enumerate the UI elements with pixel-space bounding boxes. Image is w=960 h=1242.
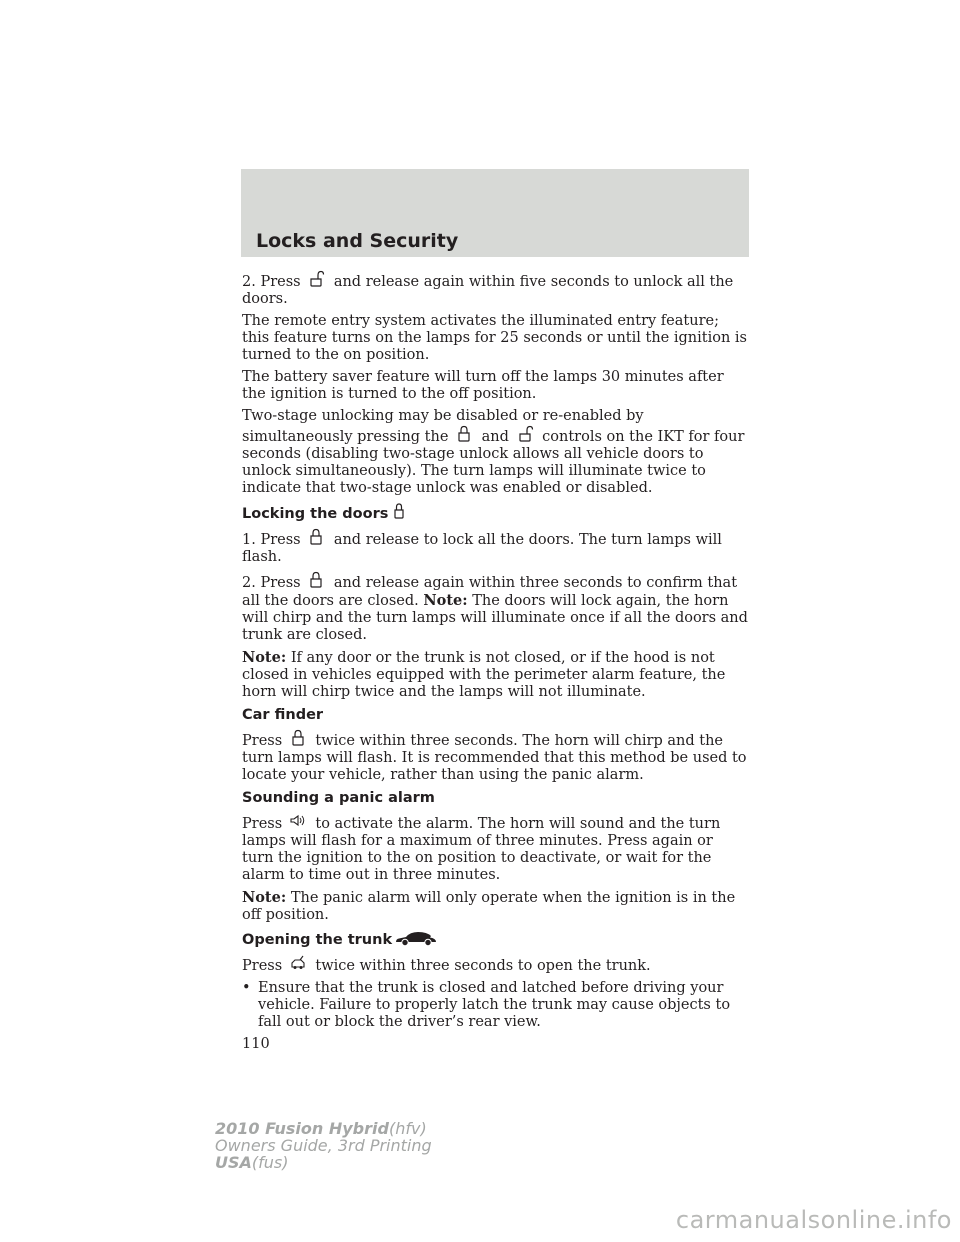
heading-panic-alarm: Sounding a panic alarm [242,790,435,806]
text-fragment: controls on the IKT for four seconds (disabling two-stage unlock allows all vehicle doors to unlock simultaneously). The turn lamps will illuminate twice to indicate that two-stage unlock was enabled or disabled. [242,429,745,496]
text-fragment: Ensure that the trunk is closed and latched before driving your vehicle. Failure to properly latch the trunk may cause objects to fall out or block the driver’s rear view. [258,980,731,1030]
unlock-icon [307,270,325,288]
lock-icon [455,425,473,443]
text-fragment: 1. Press [242,532,301,548]
paragraph-car-finder [242,729,748,784]
text-fragment: The panic alarm will only operate when the ignition is in the off position. [242,890,736,923]
watermark: carmanualsonline.info [675,1206,952,1234]
text-fragment: twice within three seconds to open the trunk. [315,958,651,974]
bullet-trunk-latch [242,980,748,1031]
car-trunk-icon [394,929,438,947]
footer-model-code: (hfv) [388,1119,427,1138]
heading-car-finder: Car finder [242,707,324,723]
page-content [242,270,748,1058]
note-label: Note: [423,592,468,609]
panic-horn-icon [289,812,307,830]
text-fragment: and release again within five seconds to unlock all the doors. [242,274,734,307]
paragraph-illuminated-entry: The remote entry system activates the illuminated entry feature; this feature turns on the lamps for 25 seconds or until the ignition is turned to the on position. [242,313,747,363]
section-title: Locks and Security [256,230,459,252]
lock-icon [390,502,408,520]
text-fragment: Two-stage unlocking may be disabled or re-enabled by simultaneously pressing the [242,408,644,445]
heading-text: Opening the trunk [242,932,393,948]
paragraph-lock-step2 [242,571,748,644]
paragraph-two-stage [242,408,748,497]
paragraph-lock-step1 [242,528,748,566]
text-fragment: twice within three seconds. The horn will chirp and the turn lamps will flash. It is recommended that this method be used to locate your vehicle, rather than using the panic alarm. [242,733,747,783]
page-number: 110 [242,1036,270,1052]
footer-market-code: (fus) [251,1153,289,1172]
text-fragment: and [481,429,509,445]
text-fragment: Press [242,733,283,749]
unlock-icon [516,425,534,443]
lock-icon [289,729,307,747]
paragraph-trunk [242,954,748,975]
text-fragment: If any door or the trunk is not closed, or if the hood is not closed in vehicles equipped with the perimeter alarm feature, the horn will chirp twice and the lamps will not illuminate. [242,650,726,700]
text-fragment: Press [242,816,283,832]
heading-locking-doors [242,502,748,523]
footer-line-2: Owners Guide, 3rd Printing [215,1136,432,1155]
print-footer [215,1120,432,1171]
lock-icon [307,528,325,546]
bullet-marker: • [242,980,251,996]
note-label: Note: [242,649,287,666]
text-fragment: and release again within three seconds to confirm that all the doors are closed. [242,575,738,609]
text-fragment: to activate the alarm. The horn will sound and the turn lamps will flash for a maximum of three minutes. Press again or turn the ignition to the on position to deactivate, or wait for the alarm to time out in three minutes. [242,816,721,883]
text-fragment: and release to lock all the doors. The turn lamps will flash. [242,532,722,565]
heading-opening-trunk [242,929,748,949]
paragraph-note-panic [242,889,748,924]
footer-line-1 [215,1120,432,1137]
footer-model: 2010 Fusion Hybrid [215,1119,389,1138]
heading-text: Locking the doors [242,506,389,522]
footer-line-3 [215,1154,432,1171]
trunk-release-icon [289,954,307,972]
text-fragment: The doors will lock again, the horn will chirp and the turn lamps will illuminate once if all the doors and trunk are closed. [242,593,748,643]
footer-market: USA [215,1153,252,1172]
text-fragment: 2. Press [242,575,301,591]
lock-icon [307,571,325,589]
text-fragment: 2. Press [242,274,301,290]
paragraph-note-perimeter [242,649,748,701]
section-header-band [241,169,749,257]
text-fragment: Press [242,958,283,974]
paragraph-panic-alarm [242,812,748,884]
note-label: Note: [242,889,287,906]
paragraph-unlock-step2 [242,270,748,308]
paragraph-battery-saver: The battery saver feature will turn off the lamps 30 minutes after the ignition is turned to the off position. [242,369,724,402]
